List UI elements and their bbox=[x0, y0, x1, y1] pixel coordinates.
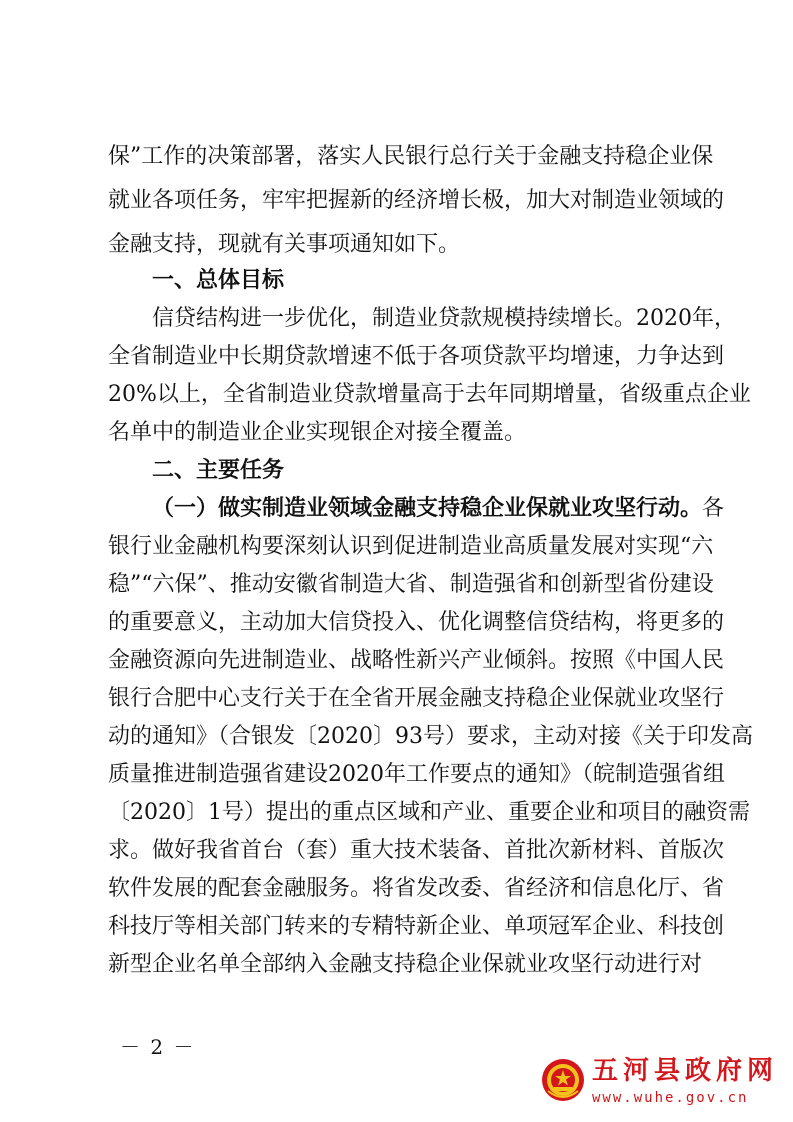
paragraph-line: 全省制造业中长期贷款增速不低于各项贷款平均增速，力争达到 bbox=[108, 344, 725, 369]
page-number: － 2 － bbox=[120, 1035, 196, 1059]
watermark-url: www.wuhe.gov.cn bbox=[592, 1090, 749, 1106]
paragraph-line: 信贷结构进一步优化，制造业贷款规模持续增长。2020年， bbox=[152, 306, 736, 331]
paragraph-line: 的重要意义，主动加大信贷投入、优化调整信贷结构，将更多的 bbox=[108, 610, 725, 635]
site-watermark bbox=[540, 1055, 780, 1115]
paragraph-line: 求。做好我省首台（套）重大技术装备、首批次新材料、首版次 bbox=[108, 838, 725, 863]
paragraph-line: 科技厅等相关部门转来的专精特新企业、单项冠军企业、科技创 bbox=[108, 914, 725, 939]
paragraph-line: 〔2020〕1号）提出的重点区域和产业、重要企业和项目的融资需 bbox=[108, 800, 750, 825]
section-heading-main-tasks: 二、主要任务 bbox=[152, 458, 285, 483]
paragraph-line: 银行业金融机构要深刻认识到促进制造业高质量发展对实现“六 bbox=[108, 534, 714, 559]
task-heading-bold: （一）做实制造业领域金融支持稳企业保就业攻坚行动。 bbox=[152, 496, 703, 521]
paragraph-line: 20%以上，全省制造业贷款增量高于去年同期增量，省级重点企业 bbox=[108, 382, 751, 407]
paragraph-line: 金融支持，现就有关事项通知如下。 bbox=[108, 232, 461, 257]
paragraph-line: 金融资源向先进制造业、战略性新兴产业倾斜。按照《中国人民 bbox=[108, 648, 725, 673]
paragraph-line: 新型企业名单全部纳入金融支持稳企业保就业攻坚行动进行对 bbox=[108, 952, 703, 977]
national-emblem-icon bbox=[540, 1057, 586, 1103]
paragraph-text: 各 bbox=[702, 496, 725, 521]
paragraph-line: 稳”“六保”、推动安徽省制造大省、制造强省和创新型省份建设 bbox=[108, 572, 714, 597]
task-lead-line bbox=[152, 494, 725, 524]
watermark-site-name: 五河县政府网 bbox=[592, 1056, 779, 1086]
paragraph-line: 银行合肥中心支行关于在全省开展金融支持稳企业保就业攻坚行 bbox=[108, 686, 725, 711]
section-heading-overall-goal: 一、总体目标 bbox=[152, 268, 285, 293]
paragraph-line: 软件发展的配套金融服务。将省发改委、省经济和信息化厅、省 bbox=[108, 876, 725, 901]
paragraph-line: 保”工作的决策部署，落实人民银行总行关于金融支持稳企业保 bbox=[108, 144, 714, 169]
paragraph-line: 就业各项任务，牢牢把握新的经济增长极，加大对制造业领域的 bbox=[108, 188, 725, 213]
paragraph-line: 动的通知》（合银发〔2020〕93号）要求，主动对接《关于印发高 bbox=[108, 724, 753, 749]
paragraph-line: 名单中的制造业企业实现银企对接全覆盖。 bbox=[108, 420, 527, 445]
paragraph-line: 质量推进制造强省建设2020年工作要点的通知》（皖制造强省组 bbox=[108, 762, 725, 787]
